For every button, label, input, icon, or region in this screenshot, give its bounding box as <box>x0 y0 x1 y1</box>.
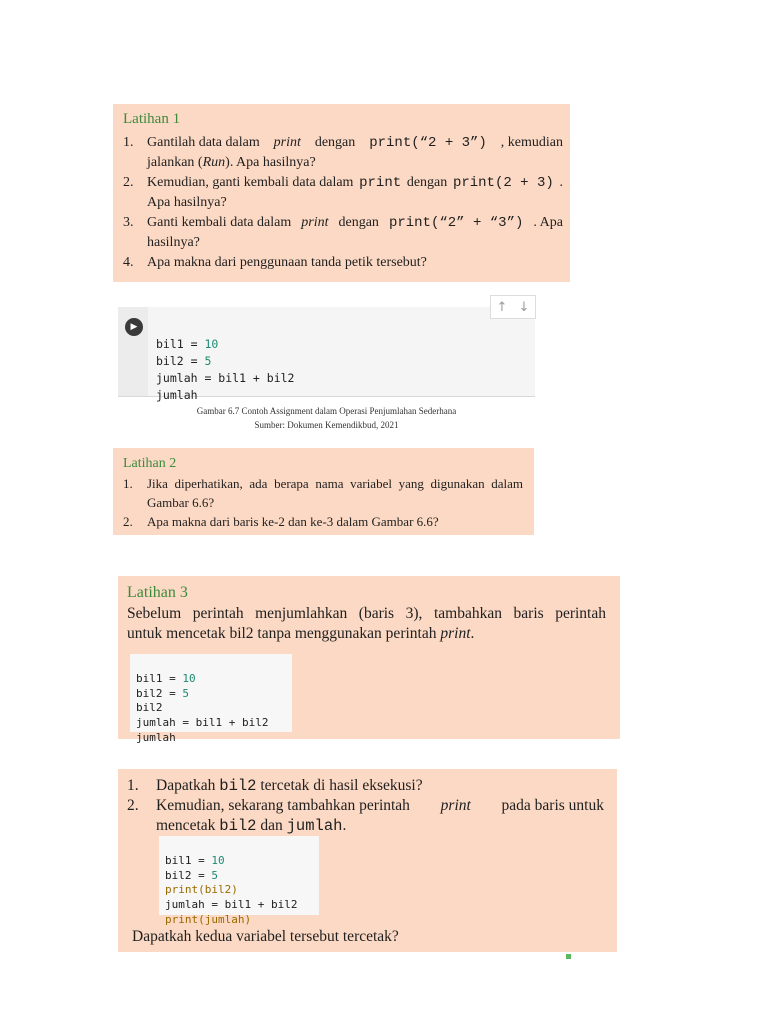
list-item: 1. Jika diperhatikan, ada berapa nama variabel yang digunakan dalam Gambar 6.6? <box>123 476 523 510</box>
notebook-code: bil1 = 10 bil2 = 5 jumlah = bil1 + bil2 jumlah <box>156 337 295 402</box>
latihan-2-title: Latihan 2 <box>123 456 177 471</box>
list-item: 4. Apa makna dari penggunaan tanda petik tersebut? <box>123 255 427 270</box>
corner-mark <box>566 954 571 959</box>
move-down-icon[interactable]: ↓ <box>518 299 530 315</box>
latihan-3-title: Latihan 3 <box>127 584 188 601</box>
play-icon: ▶ <box>130 322 138 332</box>
run-button[interactable] <box>125 318 143 336</box>
latihan-3-box <box>118 576 620 744</box>
list-item: 2. Apa makna dari baris ke-2 dan ke-3 dalam Gambar 6.6? <box>123 514 439 529</box>
question-list <box>127 776 604 836</box>
list-item: 2. Kemudian, sekarang tambahkan perintah print pada baris untuk mencetak bil2 dan jumlah. <box>127 797 604 835</box>
latihan-2-box <box>113 448 534 535</box>
code-block: bil1 = 10 bil2 = 5 print(bil2) jumlah = bil1 + bil2 print(jumlah) <box>159 836 319 915</box>
list-item: 2. Kemudian, ganti kembali data dalam print dengan print(2 + 3) . Apa hasilnya? <box>123 175 563 210</box>
latihan-1-title: Latihan 1 <box>123 111 181 127</box>
latihan-2-list <box>123 474 523 531</box>
closing-question: Dapatkah kedua variabel tersebut tercetak? <box>132 928 399 945</box>
latihan-3-text: Sebelum perintah menjumlahkan (baris 3), tambahkan baris perintah untuk mencetak bil2 tanpa menggunakan perintah print. <box>127 605 606 642</box>
notebook-cell[interactable] <box>118 299 535 402</box>
list-item: 3. Ganti kembali data dalam print dengan print(“2” + “3”) . Apa hasilnya? <box>123 215 563 250</box>
list-item: 1. Dapatkah bil2 tercetak di hasil eksekusi? <box>127 777 423 795</box>
code-block: bil1 = 10 bil2 = 5 bil2 jumlah = bil1 + bil2 jumlah <box>130 654 292 732</box>
list-item: 1. Gantilah data dalam print dengan print(“2 + 3”) , kemudian jalankan (Run). Apa hasilnya? <box>123 135 563 170</box>
cell-toolbar <box>490 295 536 319</box>
latihan-1-box <box>113 104 570 282</box>
figure-caption: Gambar 6.7 Contoh Assignment dalam Operasi Penjumlahan Sederhana Sumber: Dokumen Kemendikbud, 2021 <box>196 406 457 430</box>
latihan-1-list <box>123 133 563 273</box>
move-up-icon[interactable]: ↑ <box>496 299 508 315</box>
question-box <box>118 769 617 952</box>
